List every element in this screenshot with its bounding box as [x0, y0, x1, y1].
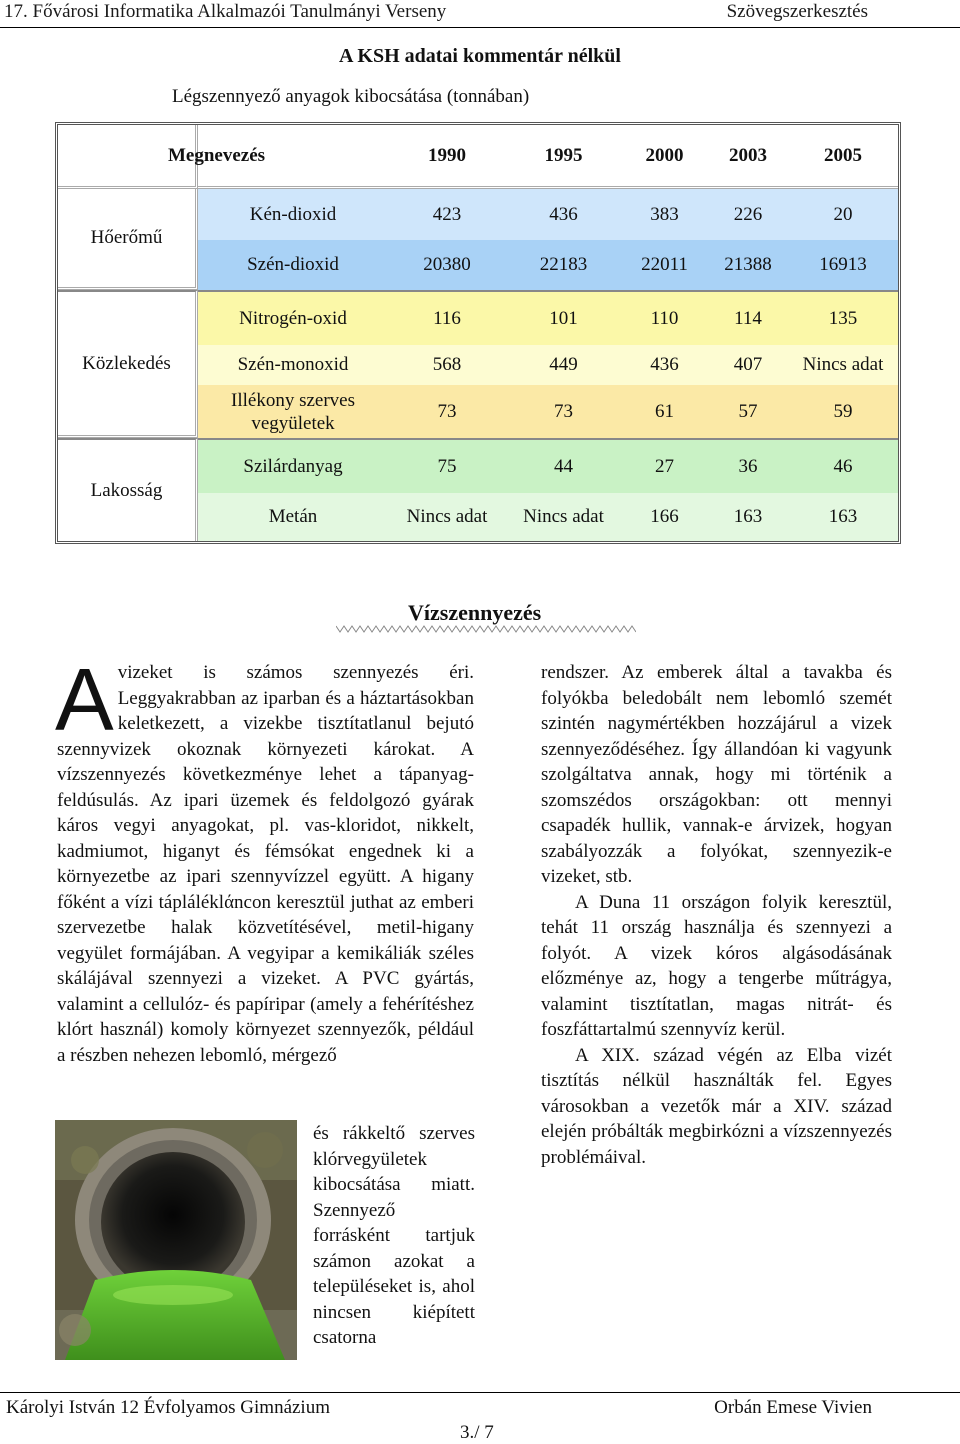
left-paragraph-wrap: és rákkeltő szerves klórvegyületek kibocsátása miatt. Szennyező forrásként tartjuk számon azokat a településeket is, ahol nincsen kiépített csatorna — [313, 1123, 475, 1348]
left-paragraph: vizeket is számos szennyezés éri. Leggyakrabban az iparban és a háztartásokban keletkezett, a vizekbe tisztítatlanul bejutó szennyvizek okoznak környezeti károkat. A vízszennyezés következménye lehet a tápanyag-feldúsulás. Az ipari üzemek és feldolgozó gyárak káros vegyi anyagokat, pl. vas-kloridot, nikkelt, kadmiumot, higanyt és fémsókat engednek ki a környezetbe az ipari szennyvízzel együtt. A higany főként a vízi tápláléklάncon keresztül juthat az emberi szervezetbe halak közvetítésével, metil-higany vegyület formájában. A vegyipar a kemikáliák széles skálájával szennyezi a vizeket. A PVC gyártás, valamint a cellulóz- és papíripar (amely a fehérítéshez klórt használ) komoly környezet szennyezők, például a részben nehezen lebomló, mérgező — [57, 662, 474, 1066]
table-cell: 114 — [708, 290, 788, 345]
dropcap-letter: A — [55, 650, 114, 749]
left-column-wrap — [313, 1121, 475, 1351]
table-cell: 116 — [388, 290, 506, 345]
col-header-name: Megnevezés — [198, 125, 388, 189]
table-header-row — [58, 125, 898, 189]
table-cell: 44 — [506, 438, 621, 493]
col-header-year: 2003 — [708, 125, 788, 189]
table-row — [58, 189, 898, 240]
page-number: 3./ 7 — [460, 1422, 494, 1443]
right-column — [541, 660, 892, 1170]
header-competition-title: 17. Fővárosi Informatika Alkalmazói Tanulmányi Verseny — [4, 1, 447, 22]
section-heading: Vízszennyezés — [408, 600, 542, 625]
table-cell: 59 — [833, 400, 853, 422]
group-label-transport: Közlekedés — [58, 290, 198, 438]
col-header-year: 2000 — [621, 125, 708, 189]
row-label: Metán — [268, 506, 318, 527]
table-cell: 407 — [733, 354, 763, 375]
table-cell: 163 — [733, 506, 763, 527]
table-cell: 226 — [733, 203, 763, 225]
table-cell: 436 — [549, 203, 578, 225]
sewer-pipe-image — [55, 1120, 297, 1360]
table-cell: 57 — [738, 400, 758, 422]
table-cell: 61 — [655, 400, 674, 422]
table-cell: 22183 — [539, 254, 588, 275]
emissions-table — [55, 122, 901, 544]
table-cell: 36 — [708, 438, 788, 493]
table-cell: 73 — [554, 400, 573, 422]
table-cell: 110 — [621, 290, 708, 345]
table-cell: 20380 — [423, 254, 471, 275]
group-label-power-plant: Hőerőmű — [58, 189, 198, 290]
table-cell: 27 — [621, 438, 708, 493]
table-row — [58, 290, 898, 345]
right-paragraph-2: A Duna 11 országon folyik keresztül, tehát 11 ország használja és szennyezi a folyót. A vizek kóros algásodásának előzménye az, hogy a tengerbe műtrágya, valamint tisztítatlan, magas nitrát- és foszfáttartalmú szennyvíz kerül. — [541, 891, 892, 1040]
table-cell: 436 — [650, 354, 679, 375]
table-cell: 383 — [650, 203, 679, 225]
table-cell: 423 — [432, 203, 462, 225]
row-label: Szilárdanyag — [198, 438, 388, 493]
table-row — [58, 438, 898, 493]
table-cell: 135 — [788, 290, 898, 345]
left-column — [55, 650, 474, 1068]
table-cell: 101 — [506, 290, 621, 345]
table-cell: 73 — [437, 400, 457, 422]
col-header-year: 1995 — [506, 125, 621, 189]
row-label: Kén-dioxid — [249, 203, 337, 225]
col-header-year: 1990 — [388, 125, 506, 189]
col-header-year: 2005 — [788, 125, 898, 189]
group-label-population: Lakosság — [58, 438, 198, 541]
footer-author: Orbán Emese Vivien — [714, 1397, 872, 1418]
table-cell: Nincs adat — [802, 354, 884, 375]
footer-rule — [0, 1392, 960, 1393]
table-cell: 16913 — [819, 254, 867, 275]
table-cell: Nincs adat — [406, 506, 488, 527]
row-label: Szén-monoxid — [237, 354, 349, 375]
table-caption: Légszennyező anyagok kibocsátása (tonnában) — [172, 86, 530, 107]
right-paragraph-3: A XIX. század végén az Elba vizét tisztítás nélkül használták fel. Egyes városokban a vezetők már a XIV. század elején próbálták megbirkózni a vízszennyezés problémáival. — [541, 1044, 892, 1168]
footer-school: Károlyi István 12 Évfolyamos Gimnázium — [6, 1397, 330, 1418]
table-cell: Nincs adat — [523, 506, 604, 527]
header-subject: Szövegszerkesztés — [726, 1, 868, 22]
table-cell: 46 — [788, 438, 898, 493]
table-cell: 75 — [388, 438, 506, 493]
table-cell: 22011 — [641, 254, 688, 275]
document-title: A KSH adatai kommentár nélkül — [339, 45, 621, 67]
table-cell: 21388 — [724, 254, 772, 275]
header-rule — [0, 27, 960, 28]
right-paragraph-1: rendszer. Az emberek által a tavakba és folyókba beledobált nem lebomló szemét szintén nagymértékben hozzájárul a vizek szennyeződéséhez. Így állandóan ki vagyunk szolgáltatva annak, hogy mi történik a szomszédos országokban: ott mennyi csapadék hullik, vannak-e árvizek, hogyan szabályozzák a folyókat, szennyezik-e vizeket, stb. — [541, 662, 892, 887]
table-cell: 163 — [828, 506, 858, 527]
page-header — [0, 0, 960, 26]
table-cell: 449 — [549, 354, 578, 375]
zigzag-divider — [336, 624, 636, 634]
table-cell: 166 — [650, 506, 679, 527]
row-label: Nitrogén-oxid — [198, 290, 388, 345]
row-label: Illékony szerves vegyületek — [231, 389, 355, 434]
table-cell: 20 — [833, 203, 853, 225]
table-cell: 568 — [432, 354, 462, 375]
row-label: Szén-dioxid — [247, 254, 339, 275]
